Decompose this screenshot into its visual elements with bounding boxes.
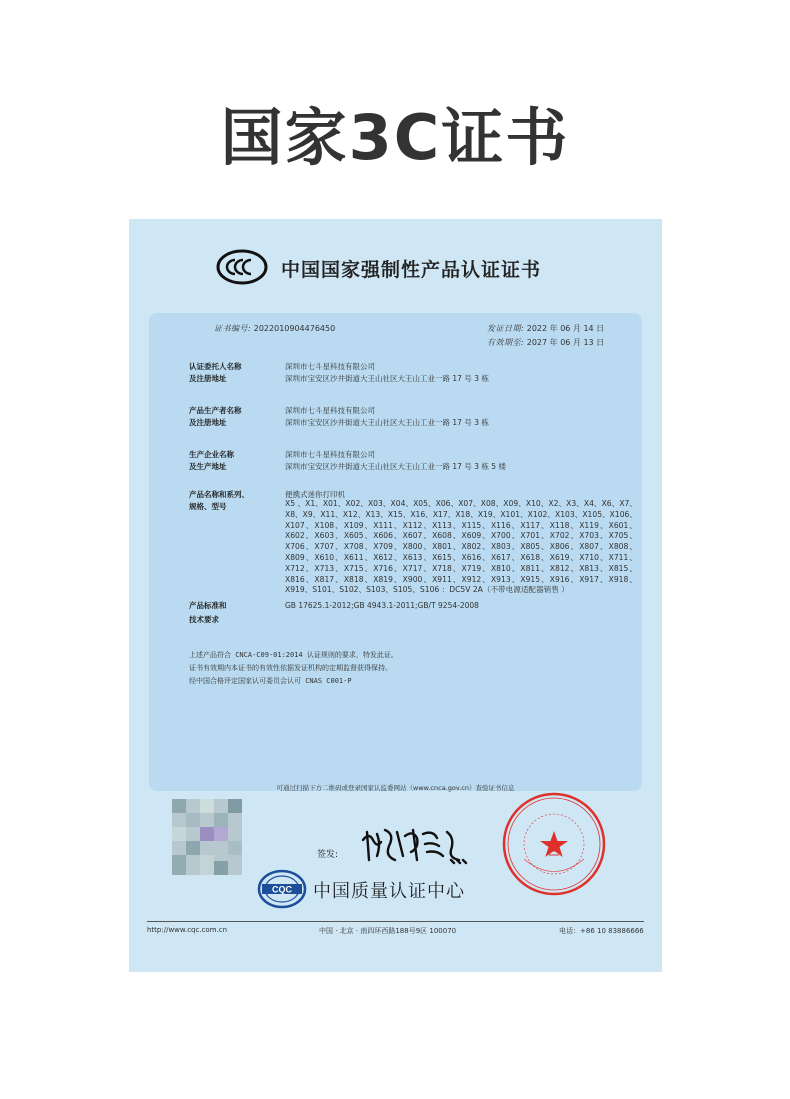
- note-line-2: 证书有效期内本证书的有效性依据发证机构的定期监督获得保持。: [189, 664, 392, 672]
- certificate: [129, 219, 662, 972]
- factory-label-2: 及生产地址: [189, 462, 227, 471]
- issue-date: [487, 323, 604, 334]
- product-name: 便携式迷你打印机: [285, 490, 345, 499]
- note-line-1: 上述产品符合 CNCA-C09-01:2014 认证规则的要求，特发此证。: [189, 651, 398, 659]
- certificate-panel: [149, 313, 642, 791]
- producer-address: 深圳市宝安区沙井街道大王山社区大王山工业一路 17 号 3 栋: [285, 418, 489, 427]
- issue-date-value: 2022 年 06 月 14 日: [526, 324, 605, 333]
- producer-label-2: 及注册地址: [189, 418, 227, 427]
- certificate-notes: [189, 649, 398, 688]
- certificate-header: [129, 249, 662, 289]
- producer-name: 深圳市七斗星科技有限公司: [285, 406, 375, 415]
- standard-label-2: 技术要求: [189, 615, 219, 624]
- standard-value: GB 17625.1-2012;GB 4943.1-2011;GB/T 9254-2008: [285, 601, 479, 610]
- producer-label-1: 产品生产者名称: [189, 406, 242, 415]
- factory-label-1: 生产企业名称: [189, 450, 234, 459]
- product-label-2: 规格、型号: [189, 502, 227, 511]
- signature-icon: [357, 822, 472, 870]
- expiry-date: [487, 337, 604, 348]
- product-label-1: 产品名称和系列、: [189, 490, 249, 499]
- factory-name: 深圳市七斗星科技有限公司: [285, 450, 375, 459]
- cqc-logo-text: CQC: [272, 884, 292, 895]
- client-name: 深圳市七斗星科技有限公司: [285, 362, 375, 371]
- sign-label: 签发:: [317, 850, 339, 860]
- certificate-number-value: 2022010904476450: [253, 324, 336, 333]
- client-label-2: 及注册地址: [189, 374, 227, 383]
- ccc-logo-icon: [216, 249, 268, 285]
- page-heading: 国家3C证书: [220, 101, 570, 174]
- qr-code-icon: [172, 799, 242, 875]
- client-address: 深圳市宝安区沙井街道大王山社区大王山工业一路 17 号 3 栋: [285, 374, 489, 383]
- footer-phone: 电话：+86 10 83886666: [559, 927, 644, 935]
- client-label-1: 认证委托人名称: [189, 362, 242, 371]
- issue-date-label: 发证日期:: [487, 324, 525, 333]
- factory-address: 深圳市宝安区沙井街道大王山社区大王山工业一路 17 号 3 栋 5 楼: [285, 462, 506, 471]
- expiry-date-value: 2027 年 06 月 13 日: [526, 338, 605, 347]
- footer-address: 中国 · 北京 · 南四环西路188号9区 100070: [319, 927, 457, 935]
- footer-divider: [147, 921, 644, 922]
- note-line-3: 经中国合格评定国家认可委员会认可 CNAS C001-P: [189, 677, 352, 685]
- verify-text: 可通过扫描下方二维码或登录国家认监委网站（www.cnca.gov.cn）查验证书信息: [276, 784, 515, 792]
- certificate-title: 中国国家强制性产品认证证书: [281, 259, 542, 281]
- footer-url: http://www.cqc.com.cn: [147, 926, 228, 934]
- expiry-date-label: 有效期至:: [487, 338, 525, 347]
- certificate-number: [214, 323, 335, 334]
- certificate-number-label: 证书编号:: [214, 324, 252, 333]
- official-stamp-icon: [499, 789, 609, 899]
- product-models: X5 、X1、X01、X02、X03、X04、X05、X06、X07、X08、X09、X10、X2、X3、X4、X6、X7、X8、X9、X11、X12、X13、X15、X16、X17、X18、X19、X101、X102、X103、X105、X106、X107、X108、X109、X111、X112、X113、X115、X116、X117、X118、X119、X601、X602、X603、X605、X606、X607、X608、X609、X700、X701、X702、X703、X705、X706、X707、X708、X709、X800、X801、X802、X803、X805、X806、X807、X808、X809、X610、X611、X612、X613、X615、X616、X617、X618、X619、X710、X711、X712、X713、X715、X716、X717、X718、X719、X810、X811、X812、X813、X815、X816、X817、X818、X819、X900、X911、X912、X913、X915、X916、X917、X918、X919、S101、S102、S103、S105、S106 ：DC5V 2A（不带电源适配器销售 ）: [285, 499, 637, 595]
- cqc-logo-icon: [257, 869, 307, 909]
- standard-label-1: 产品标准和: [189, 601, 227, 610]
- issuing-organization: 中国质量认证中心: [313, 881, 465, 902]
